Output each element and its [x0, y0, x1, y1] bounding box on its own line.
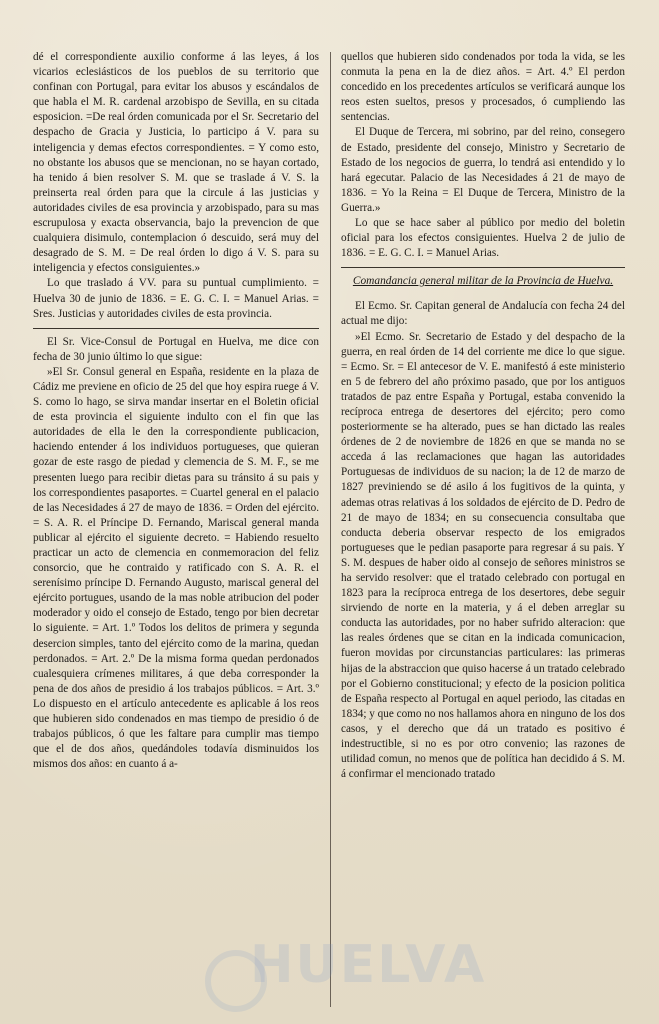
right-column: [341, 50, 625, 782]
section-rule: [341, 267, 625, 268]
column-divider: [330, 52, 331, 1007]
left-column: [33, 50, 319, 772]
watermark-emblem-icon: [205, 950, 267, 1012]
left-paragraph-3: El Sr. Vice-Consul de Portugal en Huelva, me dice con fecha de 30 junio último lo que sigue:: [33, 335, 319, 363]
right-paragraph-5: »El Ecmo. Sr. Secretario de Estado y del despacho de la guerra, en real órden de 14 del corriente me dice lo que sigue. = Ecmo. Sr. = El antecesor de V. E. manifestó á este ministerio en 5 de febrero del año próximo pasado, que por los antiguos tratados de paz entre España y Portugal, estaba convenido la recíproca entrega de desertores del ejército; pero como posteriormente se ha alterado, pues se han dictado las reales órdenes de 2 de noviembre de 1826 en que se manda no se acceda á las reclamaciones que hagan las autoridades Portuguesas de individuos de su nacion; la de 12 de marzo de 1827 previniendo se dé asilo á los fugitivos de la quinta, y ademas otras relativas á los soldados de ejército de D. Pedro de 21 de mayo de 1834; en su consecuencia consultaba que conducta deberia observar respecto de los emigrados portugueses que le pedian pasaporte para regresar á su pais. Y S. M. despues de haber oido al consejo de señores ministros se ha servido resolver: que el tratado celebrado con portugal en 1823 para la recíproca entrega de los desertores, debe seguir sirviendo de norte en la materia, y á el deben arreglar su conducta las autoridades, por no haber sufrido alteracion: que las reales órdenes que se citan en la indicada comunicacion, fueron movidas por circunstancias particulares: las primeras hijas de la abstraccion que quiso hacerse á un tratado celebrado por el Gobierno constitucional; y efecto de la posicion politica de España respecto al Portugal en aquel periodo, las citadas en 1834; y que como no nos hallamos ahora en ninguno de los dos casos, y el derecho que dá un tratado es positivo é indestructible, si no es por otro convenio; las razones de utilidad comun, no menos que de política han decidido á S. M. á confirmar el mencionado tratado: [341, 330, 625, 781]
right-paragraph-2: El Duque de Tercera, mi sobrino, par del reino, consegero de Estado, presidente del consejo, Ministro y Secretario de Estado de los negocios de guerra, lo tendrá asi entendido y lo hará egecutar. Palacio de las Necesidades á 21 de mayo de 1836. = Yo la Reina = El Duque de Tercera, Ministro de la Guerra.»: [341, 126, 625, 214]
left-paragraph-1: dé el correspondiente auxilio conforme á las leyes, á los vicarios eclesiásticos de los pueblos de su territorio que confinan con Portugal, para evitar los abusos y escándalos de que habla el M. R. cardenal arzobispo de Sevilla, en su citada esposicion. =De real órden comunicada por el Sr. Secretario del despacho de Gracia y Justicia, lo participo á V. para su inteligencia y demas efectos correspondientes. = Y como esto, no obstante los abusos que se mencionan, no se hayan cortado, ha tenido á bien resolver S. M. que se traslade á V. S. la preinserta real órden para que la circule á las justicias y autoridades civiles de esa provincia y arzobispado, para su mas escrupulosa y exacta observancia, bajo la prevencion de que cualquiera disimulo, contemplacion ó descuido, será muy del desagrado de S. M. = De real órden lo digo á V. S. para su inteligencia y efectos consiguientes.»: [33, 51, 319, 275]
watermark: HUELVA: [250, 935, 487, 995]
left-paragraph-4: »El Sr. Consul general en España, residente en la plaza de Cádiz me previene en oficio de 25 del que hoy espira ruege á V. S. como lo hago, se sirva mandar insertar en el Boletin oficial de esta provincia el siguiente indulto con el fin que las autoridades de ella le den la correspondiente publicacion, haciendo entender á los individuos portugueses, que quieran gozar de este rasgo de piedad y clemencia de S. M. F., se me presenten luego para recibir dietas para su tránsito á su pais y los correspondientes pasaportes. = Cuartel general en el palacio de las Necesidades á 27 de mayo de 1836. = Orden del ejército. = S. A. R. el Príncipe D. Fernando, Mariscal general manda publicar al ejército el siguiente decreto. = Habiendo resuelto practicar un acto de clemencia en conmemoracion del feliz consorcio, que he contraido y ratificado con S. A. R. el serenísimo príncipe D. Fernando Augusto, mariscal general del ejército portugues, usando de la mas noble atribucion del poder moderador y oido el consejo de Estado, tengo por bien decretar lo siguiente. = Art. 1.º Todos los delitos de primera y segunda desercion simples, tanto del ejército como de la marina, quedan perdonados. = Art. 2.º De la misma forma quedan perdonados cualesquiera crímenes militares, á que deba corresponder la pena de dos años de presidio á los trabajos públicos. = Art. 3.º Lo dispuesto en el artículo antecedente es aplicable á los reos que hubieren sido condenados en mas tiempo de presidio ó de trabajos públicos, ó que les faltare para cumplir mas tiempo que el de dos años, quedándoles todavía disminuidos los mismos dos años: en cuanto á a-: [33, 365, 319, 771]
right-paragraph-3: Lo que se hace saber al público por medio del boletin oficial para los efectos consiguientes. Huelva 2 de julio de 1836. = E. G. C. I. = Manuel Arias.: [341, 217, 625, 260]
left-paragraph-2: Lo que traslado á VV. para su puntual cumplimiento. = Huelva 30 de junio de 1836. = E. G. C. I. = Manuel Arias. = Sres. Justicias y autoridades civiles de esta provincia.: [33, 277, 319, 320]
section-heading: Comandancia general militar de la Provincia de Huelva.: [352, 275, 614, 288]
section-rule: [33, 328, 319, 329]
right-paragraph-1: quellos que hubieren sido condenados por toda la vida, se les conmuta la pena en la de diez años. = Art. 4.º El perdon concedido en los precedentes artículos se verificará aunque los reos esten sueltos, presos y procesados, ó cumpliendo las sentencias.: [341, 51, 625, 124]
right-paragraph-4: El Ecmo. Sr. Capitan general de Andalucía con fecha 24 del actual me dijo:: [341, 300, 625, 328]
